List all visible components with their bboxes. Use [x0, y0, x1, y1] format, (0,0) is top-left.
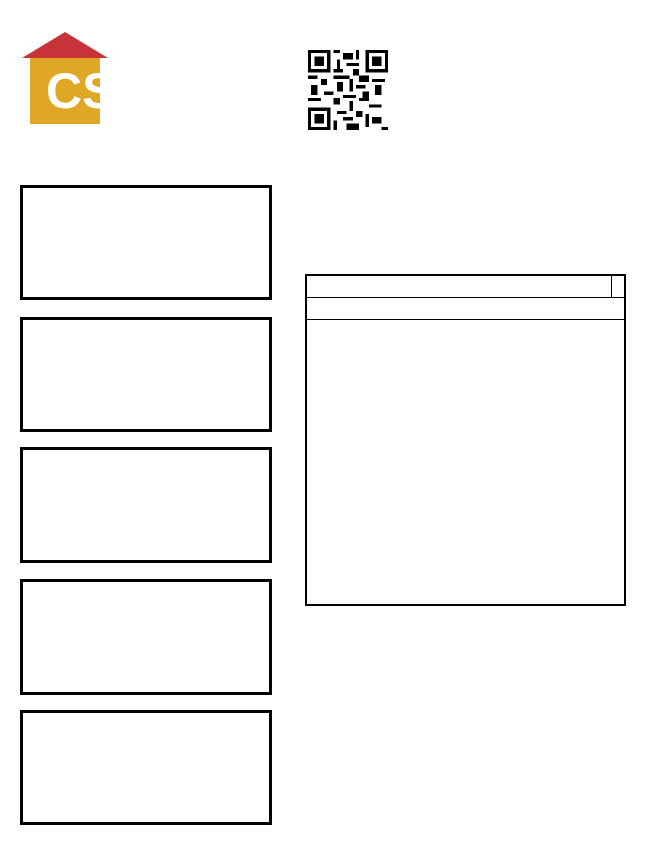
rent-to-own-box	[20, 710, 272, 825]
features-table	[305, 274, 626, 606]
qr-code	[308, 50, 388, 130]
finance-15-payment-row	[23, 452, 269, 504]
features-header	[307, 298, 624, 320]
base-price	[307, 276, 612, 298]
capitol-sheds-logo	[22, 30, 297, 125]
sale-price-box	[20, 185, 272, 300]
finance-120-box	[20, 579, 272, 695]
svg-text:CS: CS	[46, 63, 116, 119]
cash-price-box	[20, 317, 272, 432]
finance-15-box	[20, 447, 272, 563]
rto-payment-row	[23, 715, 269, 767]
finance-120-payment-row	[23, 584, 269, 636]
